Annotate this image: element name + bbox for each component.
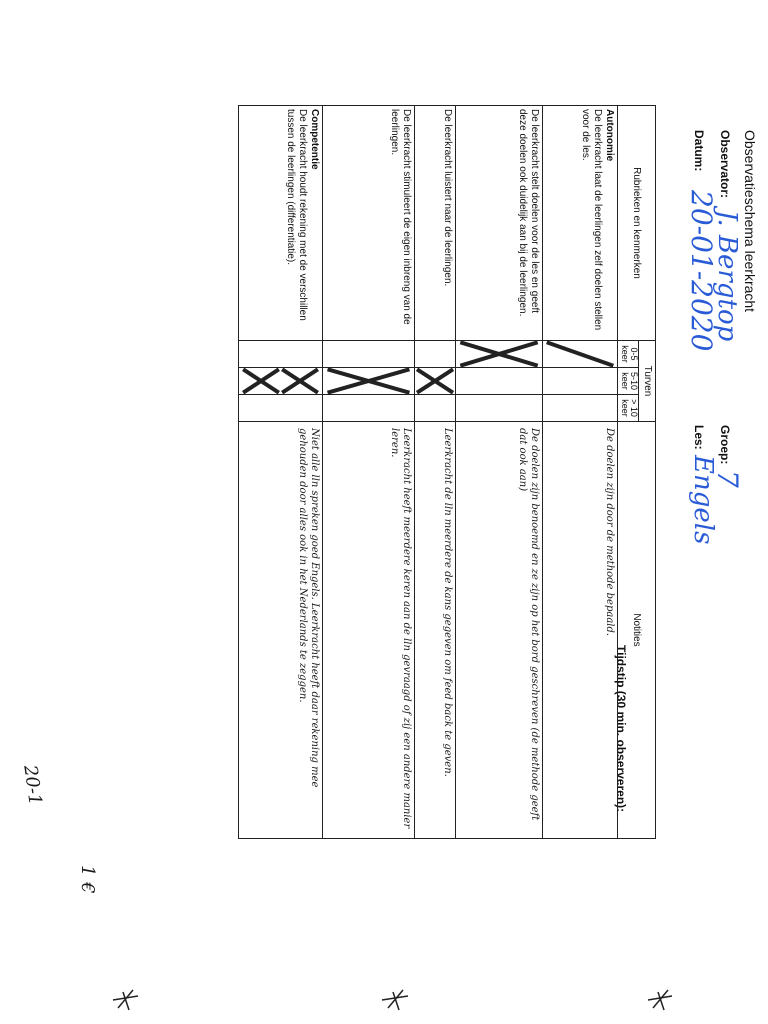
tally-mark <box>239 368 322 394</box>
tally-cell <box>543 341 618 368</box>
observator-label: Observator: <box>718 130 732 199</box>
row-note: De doelen zijn door de methode bepaald. <box>543 422 618 839</box>
tally-cell <box>415 395 456 422</box>
tally-cell <box>456 341 543 368</box>
tally-cell <box>239 341 323 368</box>
row-criterion <box>415 106 456 341</box>
tally-cell <box>239 368 323 395</box>
tally-cell <box>543 368 618 395</box>
criterion-text: De leerkracht houdt rekening met de verschillen tussen de leerlingen (differentiatie). <box>285 109 308 321</box>
row-note: Niet alle lln spreken goed Engels. Leerkracht heeft daar rekening mee gehouden door alles ook in het Nederlands te zeggen. <box>239 422 323 839</box>
table-row <box>543 106 618 839</box>
notities-header: Notities <box>618 422 656 839</box>
tally-cell <box>415 341 456 368</box>
datum-value: 20-01-2020 <box>685 190 718 352</box>
table-row <box>323 106 415 839</box>
tally-mark <box>415 368 455 394</box>
margin-note-amount: 1 € <box>77 865 98 894</box>
table-row <box>239 106 323 839</box>
tally-cell <box>323 368 415 395</box>
tally-cell <box>323 341 415 368</box>
groep-label: Groep: <box>718 425 732 465</box>
section-title: Autonomie <box>604 109 615 162</box>
tally-cell <box>456 368 543 395</box>
form-title: Observatieschema leerkracht <box>742 130 758 313</box>
rubrieken-header: Rubrieken en kenmerken <box>618 106 656 341</box>
row-criterion <box>323 106 415 341</box>
tally-mark <box>323 368 414 394</box>
row-note: Leerkracht heeft meerdere keren aan de lln gevraagd of zij een andere manier leren. <box>323 422 415 839</box>
turven-col-0-5: 0-5 keer <box>618 341 638 368</box>
turven-header <box>618 341 656 422</box>
row-criterion <box>456 106 543 341</box>
tally-stroke <box>547 342 614 365</box>
margin-note-date: 20-1 <box>19 763 46 807</box>
tally-cell <box>543 395 618 422</box>
turven-col-gt-10: > 10 keer <box>620 399 639 417</box>
table-row <box>456 106 543 839</box>
datum-label: Datum: <box>692 130 706 172</box>
row-criterion <box>543 106 618 341</box>
tally-cell <box>323 395 415 422</box>
turven-subheaders <box>618 341 639 421</box>
criterion-text: De leerkracht stelt doelen voor de les en geeft deze doelen ook duidelijk aan bij de leerlingen. <box>517 109 540 317</box>
turven-col-5-10: 5-10 keer <box>618 368 638 395</box>
tijdstip-label: Tijdstip (30 min. observeren): <box>614 645 628 813</box>
tally-cell <box>456 395 543 422</box>
tally-mark <box>543 341 617 367</box>
observator-value: J. Bergtop <box>712 210 742 342</box>
observation-table <box>238 105 656 839</box>
les-value: Engels <box>688 455 718 545</box>
criterion-text: De leerkracht laat de leerlingen zelf doelen stellen voor de les. <box>580 109 603 331</box>
tally-cell <box>415 368 456 395</box>
table-row <box>415 106 456 839</box>
row-criterion <box>239 106 323 341</box>
scan-edge-artifacts <box>0 970 768 1020</box>
row-note: De doelen zijn benoemd en ze zijn op het bord geschreven (de methode geeft dat ook aan) <box>456 422 543 839</box>
table-header-row <box>618 106 656 839</box>
tally-cell <box>239 395 323 422</box>
turven-title: Turven <box>642 365 653 397</box>
criterion-text: De leerkracht stimuleert de eigen inbreng van de leerlingen. <box>389 109 412 325</box>
criterion-text: De leerkracht luistert naar de leerlingen. <box>442 109 453 287</box>
groep-value: 7 <box>711 470 744 488</box>
section-title: Competentie <box>309 109 320 170</box>
row-note: Leerkracht de lln meerdere de kans gegeven om feed back te geven. <box>415 422 456 839</box>
tally-mark <box>456 341 542 367</box>
les-label: Les: <box>692 425 706 450</box>
